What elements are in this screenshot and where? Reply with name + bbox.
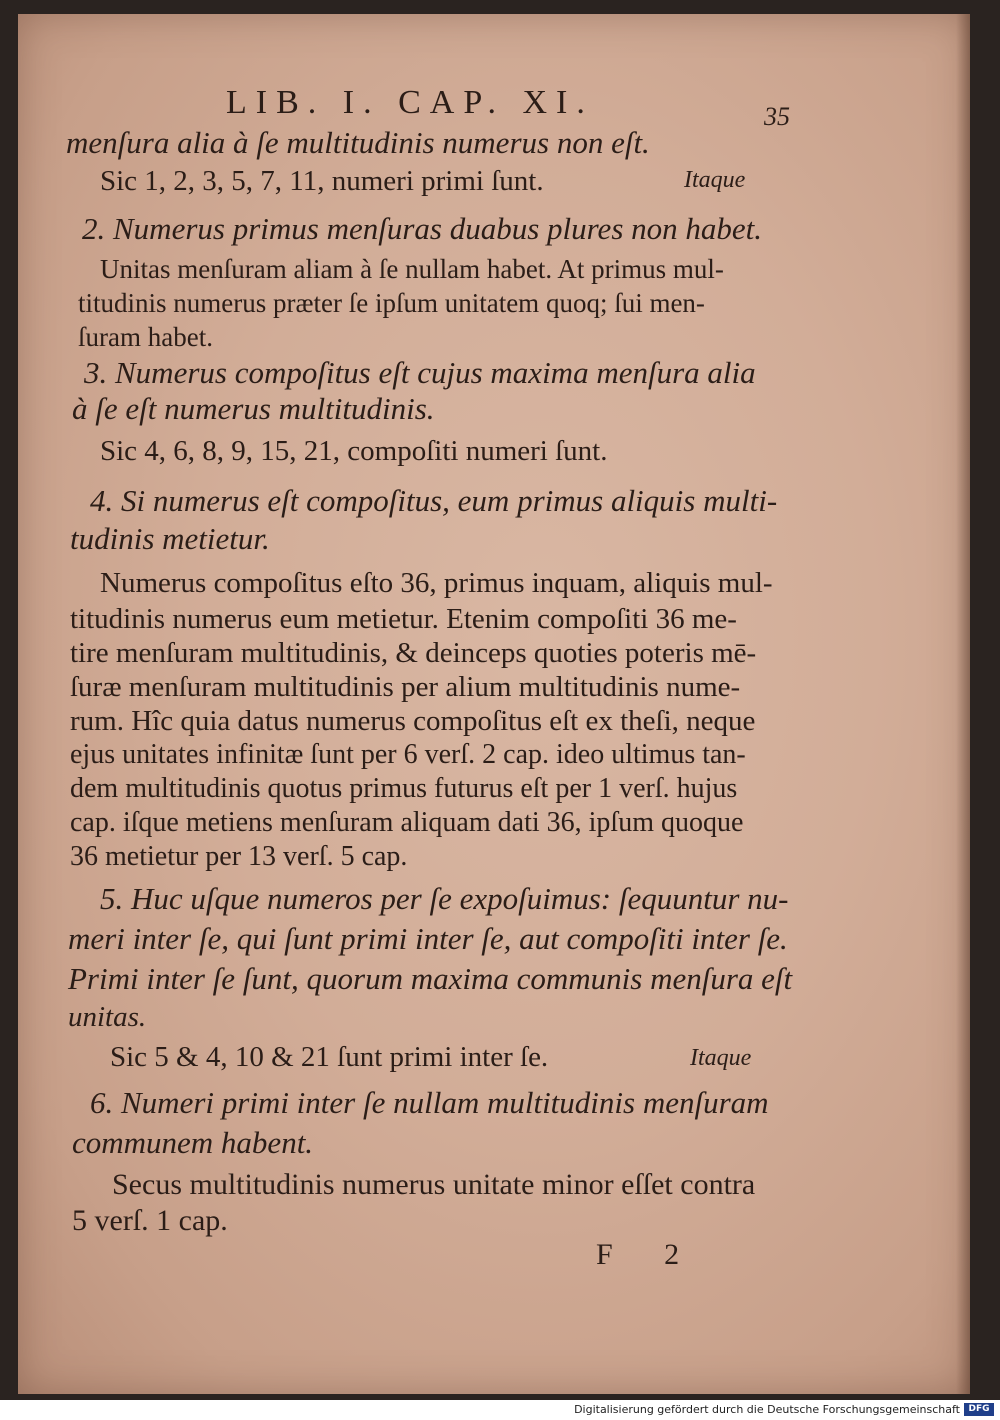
- footer-bar: [0, 1400, 1000, 1420]
- running-title: LIB. I. CAP. XI.: [226, 84, 594, 121]
- text-line: 4. Si numerus eſt compoſitus, eum primus aliquis multi-: [90, 483, 778, 518]
- text-line: tire menſuram multitudinis, & deinceps quoties poteris mē-: [70, 637, 757, 669]
- text-line: 36 metietur per 13 verſ. 5 cap.: [70, 841, 408, 872]
- text-line: cap. iſque metiens menſuram aliquam dati 36, ipſum quoque: [70, 807, 744, 838]
- text-line: 2. Numerus primus menſuras duabus plures non habet.: [82, 211, 763, 246]
- text-line: 5 verſ. 1 cap.: [72, 1204, 228, 1237]
- text-line: tudinis metietur.: [70, 521, 270, 556]
- book-page: [18, 14, 970, 1394]
- text-line: Secus multitudinis numerus unitate minor eſſet contra: [112, 1168, 756, 1201]
- text-line: 3. Numerus compoſitus eſt cujus maxima menſura alia: [84, 355, 756, 390]
- text-line: à ſe eſt numerus multitudinis.: [72, 391, 435, 426]
- text-line: titudinis numerus præter ſe ipſum unitatem quoq; ſui men-: [78, 288, 705, 318]
- dfg-logo: DFG: [964, 1403, 994, 1416]
- text-line: titudinis numerus eum metietur. Etenim compoſiti 36 me-: [70, 603, 737, 635]
- text-line: Unitas menſuram aliam à ſe nullam habet. At primus mul-: [100, 254, 724, 284]
- page-number: 35: [764, 102, 790, 131]
- text-line: unitas.: [68, 1001, 147, 1033]
- text-line: 6. Numeri primi inter ſe nullam multitudinis menſuram: [90, 1085, 769, 1120]
- text-line: rum. Hîc quia datus numerus compoſitus eſt ex theſi, neque: [70, 705, 756, 737]
- text-line: Sic 5 & 4, 10 & 21 ſunt primi inter ſe.: [110, 1041, 549, 1073]
- text-line: menſura alia à ſe multitudinis numerus non eſt.: [66, 125, 650, 160]
- text-line: ſuræ menſuram multitudinis per alium multitudinis nume-: [70, 671, 741, 703]
- funding-notice: Digitalisierung gefördert durch die Deutsche Forschungsgemeinschaft: [574, 1403, 960, 1416]
- text-line: communem habent.: [72, 1125, 314, 1160]
- text-line: Sic 4, 6, 8, 9, 15, 21, compoſiti numeri ſunt.: [100, 435, 608, 467]
- text-line: Sic 1, 2, 3, 5, 7, 11, numeri primi ſunt.: [100, 165, 544, 197]
- text-line: 5. Huc uſque numeros per ſe expoſuimus: ſequuntur nu-: [100, 881, 789, 916]
- text-line: Numerus compoſitus eſto 36, primus inquam, aliquis mul-: [100, 567, 773, 599]
- text-line: dem multitudinis quotus primus futurus eſt per 1 verſ. hujus: [70, 773, 738, 804]
- catchword: Itaque: [684, 167, 746, 193]
- page-text: [18, 14, 970, 1394]
- signature-mark: F 2: [596, 1238, 702, 1271]
- text-line: Primi inter ſe ſunt, quorum maxima communis menſura eſt: [68, 961, 793, 996]
- text-line: ſuram habet.: [78, 322, 213, 352]
- text-line: ejus unitates infinitæ ſunt per 6 verſ. 2 cap. ideo ultimus tan-: [70, 739, 746, 770]
- catchword: Itaque: [690, 1045, 752, 1071]
- text-line: meri inter ſe, qui ſunt primi inter ſe, aut compoſiti inter ſe.: [68, 921, 788, 956]
